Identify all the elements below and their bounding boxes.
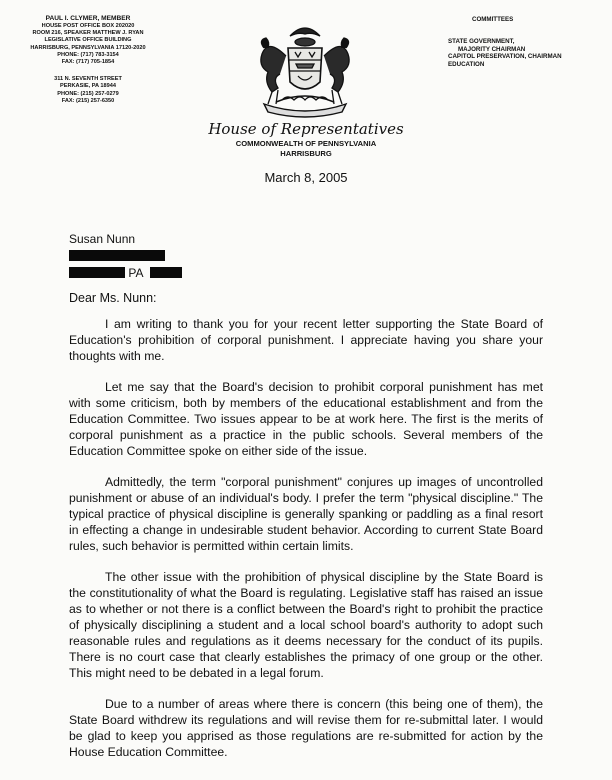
recipient-state: PA	[128, 266, 143, 280]
body-paragraph: I am writing to thank you for your recent letter supporting the State Board of Education's prohibition of corporal punishment. I appreciate having you share your thoughts with me.	[69, 317, 543, 363]
redaction-bar	[69, 267, 125, 278]
committee-line: EDUCATION	[448, 60, 485, 68]
district-fax: FAX: (215) 257-6350	[61, 97, 115, 104]
recipient-address-block	[69, 231, 182, 282]
committee-line: CAPITOL PRESERVATION, CHAIRMAN	[448, 53, 562, 61]
capitol-address-line: ROOM 216, SPEAKER MATTHEW J. RYAN	[32, 30, 144, 37]
commonwealth-line: COMMONWEALTH OF PENNSYLVANIA	[235, 139, 377, 148]
pennsylvania-seal-icon	[238, 18, 372, 122]
committees-block	[448, 16, 598, 68]
capitol-address-line: HOUSE POST OFFICE BOX 202020	[41, 23, 135, 29]
sender-name: PAUL I. CLYMER, MEMBER	[45, 15, 131, 22]
capitol-fax: FAX: (717) 705-1854	[61, 59, 115, 66]
capitol-address-line: LEGISLATIVE OFFICE BUILDING	[44, 37, 132, 44]
district-address-line: PERKASIE, PA 18944	[60, 83, 116, 90]
committee-line: STATE GOVERNMENT,	[448, 38, 515, 46]
body-paragraph: The other issue with the prohibition of physical discipline by the State Board is the constitutionality of what the Board is regulating. Legislative staff has raised an issue as to whether or not there is a conflict between the Board's right to prohibit the practice of physically disciplining a student and a local school board's authority to adopt such reasonable rules and regulations as it deems necessary for the conduct of its pupils. There is no court case that clearly establishes the primacy of one group or the other. This might need to be debated in a legal forum.	[69, 570, 543, 680]
capitol-address-line: HARRISBURG, PENNSYLVANIA 17120-2020	[30, 44, 146, 51]
salutation: Dear Ms. Nunn:	[69, 291, 157, 305]
capitol-phone: PHONE: (717) 783-3154	[57, 51, 119, 58]
letter-date: March 8, 2005	[264, 170, 348, 185]
body-paragraph: Admittedly, the term "corporal punishment" conjures up images of uncontrolled punishment or abuse of an individual's body. I prefer the term "physical discipline." The typical practice of physical discipline is generally spanking or paddling as a final resort in effecting a change in undesirable student behavior. According to current State Board rules, such behavior is permitted within certain limits.	[69, 475, 543, 553]
city-line: HARRISBURG	[280, 149, 332, 158]
redaction-bar	[150, 267, 182, 278]
letter-body	[69, 316, 543, 775]
redaction-bar	[69, 250, 165, 261]
body-paragraph: Let me say that the Board's decision to prohibit corporal punishment has met with some criticism, both by members of the educational establishment and from the Education Committee. Two issues appear to be at work here. The first is the merits of corporal punishment as a practice in the public schools. Several members of the Education Committee spoke on either side of the issue.	[69, 380, 543, 458]
district-address-line: 311 N. SEVENTH STREET	[54, 76, 122, 83]
committees-title: COMMITTEES	[472, 16, 514, 23]
committee-line: MAJORITY CHAIRMAN	[458, 45, 526, 53]
district-phone: PHONE: (215) 257-0279	[57, 90, 119, 97]
recipient-name: Susan Nunn	[69, 232, 136, 246]
house-of-representatives-title: House of Representatives	[208, 120, 404, 138]
sender-address-block	[28, 14, 148, 105]
body-paragraph: Due to a number of areas where there is concern (this being one of them), the State Board withdrew its regulations and will revise them for re-submittal later. I would be glad to keep you apprised as those regulations are re-submitted for action by the House Education Committee.	[69, 697, 543, 759]
